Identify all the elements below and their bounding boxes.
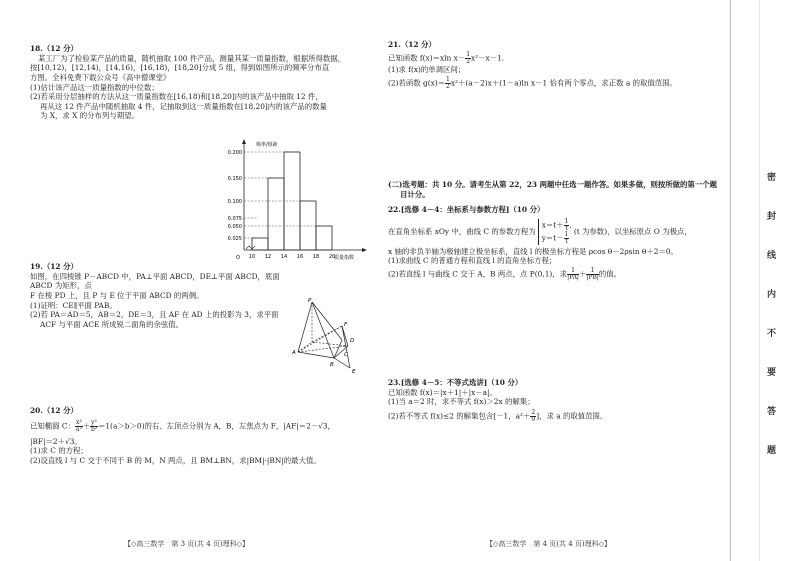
vertex-label: E [352, 369, 356, 374]
elective-line1: (二)选考题：共 10 分。请考生从第 22，23 两题中任选一题作答。如果多做，则按所做的第一个题 [388, 180, 717, 189]
x-axis-label: 质量指数 [334, 255, 355, 261]
bar-18-20 [316, 226, 332, 250]
seal-char: 封 [767, 212, 777, 222]
bar-10-12 [252, 238, 268, 250]
question-21-heading: 21.（12 分） [388, 40, 436, 49]
question-22-line1a: 在直角坐标系 xOy 中，曲线 C 的参数方程为 [388, 226, 536, 236]
seal-char: 密 [767, 173, 777, 183]
parametric-system: x＝t＋ $\frac{1}{t}$ , y＝t－ $\frac{1}{t}$ [538, 219, 572, 245]
y-tick-label: 0.200 [227, 150, 242, 156]
question-23-line3a: (2)若不等式 f(x)≤2 的解集包含[－1，a²＋ [388, 411, 531, 421]
x-axis-arrow [362, 248, 367, 252]
question-19-line4: (2)若 PA＝AD＝5，AB＝2，DE＝3，且 AF 在 AD 上的投影为 3，求平面 [30, 310, 279, 320]
question-18-line7: 为 X，求 X 的分布列与期望。 [40, 111, 139, 121]
histogram-bars [252, 152, 332, 250]
question-22-line3: (1)求曲线 C 的普通方程和直线 l 的直角坐标方程； [388, 256, 557, 266]
fraction-x2-a2: $\frac{\text{x²}}{\text{a²}}$ [75, 418, 82, 433]
fraction-one-over-pb: $\frac{1}{|PB|}$ [586, 266, 599, 281]
left-page [0, 0, 382, 561]
vertex-label: P [308, 298, 312, 304]
question-18-line1: 某工厂为了检验某产品的质量，随机抽取 100 件产品，测量其某一质量指数，根据所得数据， [38, 53, 346, 63]
vertex-label: D [350, 338, 355, 344]
seal-char: 线 [767, 251, 777, 261]
question-20-line1b: ＝1(a＞b＞0)的右、左顶点分别为 A，B，左焦点为 F，|AF|＝2－√3， [97, 421, 336, 431]
question-21-line1b: x²－x－1. [471, 53, 505, 63]
question-18-line2: 按[10,12)，[12,14)，[14,16)，[16,18)，[18,20]分成 5 组，得到如图所示的频率分布直 [30, 63, 330, 73]
seal-char: 内 [767, 290, 777, 300]
right-page-footer: 【◇高三数学 第 4 页(共 4 页)理科◇】 [486, 540, 612, 548]
y-axis-arrow [242, 139, 246, 144]
elective-instructions [388, 180, 728, 199]
question-19-line1: 如图，在四棱锥 P－ABCD 中，PA⊥平面 ABCD，DE⊥平面 ABCD，底面 ABCD 为矩形，点 [30, 271, 280, 291]
pyramid-hidden-edges [298, 302, 348, 352]
question-19 [30, 262, 310, 329]
x-tick-label: 20 [328, 254, 336, 260]
question-22: 22.[选修 4－4：坐标系与参数方程]（10 分） 在直角坐标系 xOy 中，曲线 C 的参数方程为 x＝t＋ $\frac{1}{t}$ , y＝t－ $\frac{1}{t}$ (t 为参数)，以坐标原点 O 为极点， x 轴的非负半轴为极轴建立极坐标系，直线 l 的极坐标方程是 ρcos θ－2ρsin θ＋2＝0。 (1)求曲线 C 的普通方程和直线 l 的直角坐标方程； (2)若直线 l 与曲线 C 交于 A，B 两点，点 P(0,1)，求 $\frac{1}{|PA|}$ ＋ $\frac{1}{|PB|}$ 的值。 [388, 205, 728, 281]
origin-label: O [236, 255, 240, 261]
y-tick-label: 0.050 [227, 224, 242, 230]
question-21-line1a: 已知函数 f(x)＝xln x－ [388, 53, 466, 63]
question-21-line3a: (2)若函数 g(x)＝ [388, 78, 446, 88]
x-tick-label: 16 [296, 254, 304, 260]
y-tick-label: 0.100 [227, 199, 242, 205]
vertex-label: F [344, 322, 348, 328]
seal-notice [767, 170, 781, 456]
question-21-line2: (1)求 f(x)的单调区间； [388, 64, 466, 74]
x-tick-labels [249, 254, 335, 260]
question-21-line3b: x²＋(a－2)x＋(1－a)ln x－1 恰有两个零点，求正数 a 的取值范围。 [450, 78, 677, 88]
frequency-histogram [222, 138, 372, 262]
fraction-two-ninths: $\frac{2}{9}$ [531, 408, 536, 423]
dashed-guides [244, 152, 320, 238]
right-page [382, 0, 730, 561]
x-tick-label: 12 [264, 254, 272, 260]
binding-strip [730, 0, 794, 561]
question-22-line2: x 轴的非负半轴为极轴建立极坐标系，直线 l 的极坐标方程是 ρcos θ－2ρsin θ＋2＝0。 [388, 246, 678, 256]
question-22-heading: 22.[选修 4－4：坐标系与参数方程]（10 分） [388, 205, 545, 214]
question-20-line1a: 已知椭圆 C： [30, 421, 75, 431]
fraction-one-half: $\frac{1}{2}$ [446, 76, 450, 91]
left-page-footer: 【◇高三数学 第 3 页(共 4 页)理科◇】 [124, 540, 250, 548]
pyramid-vertex-labels [292, 298, 356, 374]
y-tick-labels [228, 150, 242, 242]
question-23 [388, 378, 728, 423]
question-20-line2: |BF|＝2＋√3。 [30, 436, 82, 446]
question-18-line3: 方图。全科免费下载公众号《高中僧课堂》 [30, 72, 171, 82]
elective-line2: 目计分。 [400, 189, 430, 199]
axis-break [246, 246, 255, 249]
y-tick-label: 0.025 [227, 236, 242, 242]
question-23-line3b: ]，求 a 的取值范围。 [536, 411, 608, 421]
question-18-line6: 再从这 12 件产品中随机抽取 4 件，记抽取到这一质量指数在[18,20]内的该产品的数量 [40, 101, 327, 111]
question-23-heading: 23.[选修 4－5：不等式选讲]（10 分） [388, 378, 523, 387]
vertex-label: B [330, 362, 334, 368]
vertex-label: C [344, 352, 348, 358]
vertex-label: A [292, 350, 296, 356]
question-18-heading: 18.（12 分） [30, 44, 78, 53]
x-tick-label: 10 [248, 254, 256, 260]
fraction-y2-b2: $\frac{\text{y²}}{\text{b²}}$ [90, 418, 98, 433]
seal-char: 不 [767, 329, 777, 339]
question-19-line5: ACF 与平面 ACE 所成锐二面角的余弦值。 [40, 319, 184, 329]
y-axis-label: 频率/组距 [256, 142, 278, 148]
question-20-line4: (2)设直线 l 与 C 交于不同于 B 的 M，N 两点，且 BM⊥BN，求|BM|·|BN|的最大值。 [30, 455, 321, 465]
question-18-line4: (1)估计该产品这一质量指数的中位数； [30, 82, 159, 92]
question-18-line5: (2)若采用分层抽样的方法从这一质量指数在[16,18)和[18,20]内的该产品中抽取 12 件， [30, 92, 323, 102]
question-20-heading: 20.（12 分） [30, 406, 78, 415]
question-23-line2: (1)当 a＝2 时，求不等式 f(x)＞2x 的解集； [388, 397, 535, 407]
question-22-line4b: 的值。 [598, 269, 622, 279]
question-19-line2: F 在棱 PD 上，且 P 与 E 位于平面 ABCD 的两侧。 [30, 290, 204, 300]
question-21 [388, 40, 728, 90]
question-19-line3: (1)证明：CE∥平面 PAB。 [30, 300, 117, 310]
x-tick-label: 18 [312, 254, 320, 260]
y-tick-label: 0.075 [227, 216, 242, 222]
bar-16-18 [300, 201, 316, 250]
question-22-line1b: (t 为参数)，以坐标原点 O 为极点， [573, 226, 692, 236]
fraction-one-half: $\frac{1}{2}$ [466, 50, 471, 65]
pyramid-figure [292, 296, 362, 374]
pyramid-solid-edges [298, 302, 350, 368]
question-18 [30, 44, 375, 121]
y-tick-label: 0.150 [227, 176, 242, 182]
question-22-line4a: (2)若直线 l 与曲线 C 交于 A，B 两点，点 P(0,1)，求 [388, 269, 568, 279]
question-23-line1: 已知函数 f(x)＝|x＋1|＋|x－a|。 [388, 387, 497, 397]
fraction-one-over-pa: $\frac{1}{|PA|}$ [567, 266, 579, 281]
seal-char: 要 [767, 368, 777, 378]
seal-char: 答 [767, 407, 777, 417]
bar-12-14 [268, 178, 284, 250]
x-tick-label: 14 [280, 254, 288, 260]
question-20-line3: (1)求 C 的方程； [30, 446, 88, 456]
binding-guide-line [759, 0, 760, 561]
seal-char: 题 [767, 446, 777, 456]
question-19-heading: 19.（12 分） [30, 262, 78, 271]
question-20: 20.（12 分） 已知椭圆 C： $\frac{\text{x²}}{\text{a²}}$ ＋ $\frac{\text{y²}}{\text{b²}}$ ＝1(a＞b＞0)的右、左顶点分别为 A，B，左焦点为 F，|AF|＝2－√3， |BF|＝2＋√3。 (1)求 C 的方程； (2)设直线 l 与 C 交于不同于 B 的 M，N 两点，且 BM⊥BN，求|BM|·|BN|的最大值。 [30, 406, 375, 466]
